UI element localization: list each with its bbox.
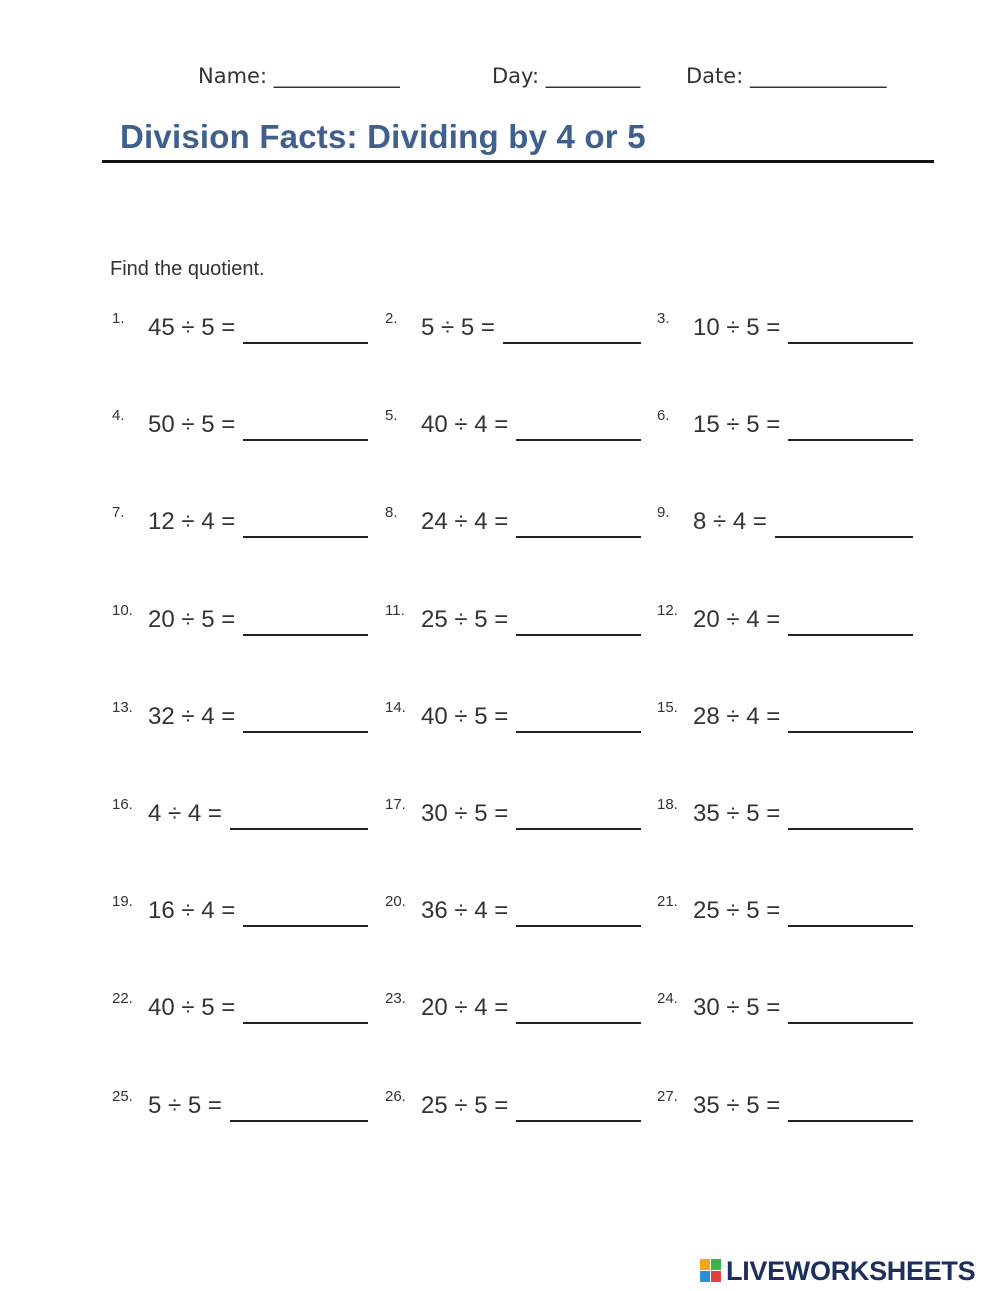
problem-expression: 40 ÷ 4 =: [421, 411, 509, 438]
problem-item: [385, 600, 641, 640]
problem-number: 19.: [112, 893, 133, 910]
problem-expression: 40 ÷ 5 =: [421, 703, 509, 730]
problem-number: 2.: [385, 310, 398, 327]
problem-number: 5.: [385, 407, 398, 424]
problem-item: [657, 891, 913, 931]
problem-expression: 35 ÷ 5 =: [693, 800, 781, 827]
problem-item: [657, 988, 913, 1028]
problem-expression: 25 ÷ 5 =: [421, 1092, 509, 1119]
problem-number: 18.: [657, 796, 678, 813]
problem-item: [112, 502, 368, 542]
problem-expression: 15 ÷ 5 =: [693, 411, 781, 438]
problem-expression: 32 ÷ 4 =: [148, 703, 236, 730]
answer-blank[interactable]: [516, 634, 641, 636]
problem-expression: 40 ÷ 5 =: [148, 994, 236, 1021]
problem-item: [112, 988, 368, 1028]
problem-item: [112, 891, 368, 931]
problem-item: [657, 405, 913, 445]
problem-expression: 45 ÷ 5 =: [148, 314, 236, 341]
liveworksheets-logo-icon: [700, 1259, 722, 1283]
answer-blank[interactable]: [788, 925, 913, 927]
problem-number: 16.: [112, 796, 133, 813]
answer-blank[interactable]: [230, 828, 368, 830]
problem-item: [657, 1086, 913, 1126]
logo-text: LIVEWORKSHEETS: [726, 1256, 976, 1286]
answer-blank[interactable]: [243, 731, 368, 733]
answer-blank[interactable]: [516, 731, 641, 733]
problem-number: 21.: [657, 893, 678, 910]
problem-number: 23.: [385, 990, 406, 1007]
problem-number: 17.: [385, 796, 406, 813]
answer-blank[interactable]: [243, 1022, 368, 1024]
problem-item: [112, 405, 368, 445]
worksheet-title: Division Facts: Dividing by 4 or 5: [120, 118, 646, 155]
answer-blank[interactable]: [516, 439, 641, 441]
problem-number: 7.: [112, 504, 125, 521]
problem-expression: 5 ÷ 5 =: [421, 314, 495, 341]
problem-item: [385, 697, 641, 737]
answer-blank[interactable]: [243, 342, 368, 344]
answer-blank[interactable]: [516, 1022, 641, 1024]
problem-number: 8.: [385, 504, 398, 521]
answer-blank[interactable]: [516, 1120, 641, 1122]
problem-expression: 36 ÷ 4 =: [421, 897, 509, 924]
date-field-label[interactable]: Date: _____________: [686, 64, 887, 88]
problem-number: 20.: [385, 893, 406, 910]
problem-expression: 50 ÷ 5 =: [148, 411, 236, 438]
problem-number: 12.: [657, 602, 678, 619]
problem-expression: 8 ÷ 4 =: [693, 508, 767, 535]
problem-expression: 16 ÷ 4 =: [148, 897, 236, 924]
problem-item: [385, 988, 641, 1028]
answer-blank[interactable]: [516, 828, 641, 830]
answer-blank[interactable]: [788, 439, 913, 441]
problem-item: [112, 794, 368, 834]
problem-expression: 25 ÷ 5 =: [421, 606, 509, 633]
name-field-label[interactable]: Name: ____________: [198, 64, 400, 88]
problem-expression: 35 ÷ 5 =: [693, 1092, 781, 1119]
answer-blank[interactable]: [788, 1120, 913, 1122]
problem-number: 11.: [385, 602, 405, 619]
problem-number: 27.: [657, 1088, 678, 1105]
answer-blank[interactable]: [788, 731, 913, 733]
problem-item: [657, 502, 913, 542]
problem-item: [385, 405, 641, 445]
problem-number: 6.: [657, 407, 670, 424]
liveworksheets-logo: [700, 1256, 995, 1286]
problem-number: 9.: [657, 504, 670, 521]
problem-number: 26.: [385, 1088, 406, 1105]
problem-item: [112, 600, 368, 640]
problem-number: 24.: [657, 990, 678, 1007]
problem-number: 10.: [112, 602, 133, 619]
problem-expression: 4 ÷ 4 =: [148, 800, 222, 827]
problem-expression: 10 ÷ 5 =: [693, 314, 781, 341]
day-field-label[interactable]: Day: _________: [492, 64, 641, 88]
problem-number: 22.: [112, 990, 133, 1007]
problem-item: [657, 697, 913, 737]
answer-blank[interactable]: [230, 1120, 368, 1122]
answer-blank[interactable]: [243, 439, 368, 441]
problem-item: [385, 502, 641, 542]
answer-blank[interactable]: [516, 925, 641, 927]
problem-expression: 25 ÷ 5 =: [693, 897, 781, 924]
problem-expression: 5 ÷ 5 =: [148, 1092, 222, 1119]
problem-item: [112, 1086, 368, 1126]
problem-number: 13.: [112, 699, 133, 716]
problem-item: [657, 308, 913, 348]
answer-blank[interactable]: [243, 634, 368, 636]
answer-blank[interactable]: [243, 536, 368, 538]
answer-blank[interactable]: [775, 536, 913, 538]
problem-item: [385, 308, 641, 348]
problem-expression: 24 ÷ 4 =: [421, 508, 509, 535]
problem-item: [385, 891, 641, 931]
problem-expression: 12 ÷ 4 =: [148, 508, 236, 535]
problem-number: 4.: [112, 407, 125, 424]
problem-expression: 30 ÷ 5 =: [421, 800, 509, 827]
answer-blank[interactable]: [503, 342, 641, 344]
problem-number: 15.: [657, 699, 678, 716]
problem-expression: 20 ÷ 5 =: [148, 606, 236, 633]
problem-number: 3.: [657, 310, 670, 327]
problem-expression: 28 ÷ 4 =: [693, 703, 781, 730]
problem-item: [385, 1086, 641, 1126]
problem-item: [112, 308, 368, 348]
problem-number: 14.: [385, 699, 406, 716]
answer-blank[interactable]: [788, 1022, 913, 1024]
problem-item: [657, 794, 913, 834]
answer-blank[interactable]: [516, 536, 641, 538]
instructions: Find the quotient.: [110, 258, 265, 280]
problem-number: 1.: [112, 310, 125, 327]
problem-item: [657, 600, 913, 640]
answer-blank[interactable]: [788, 342, 913, 344]
problem-expression: 20 ÷ 4 =: [421, 994, 509, 1021]
answer-blank[interactable]: [788, 634, 913, 636]
problem-item: [385, 794, 641, 834]
answer-blank[interactable]: [243, 925, 368, 927]
problem-expression: 20 ÷ 4 =: [693, 606, 781, 633]
problem-number: 25.: [112, 1088, 133, 1105]
problem-expression: 30 ÷ 5 =: [693, 994, 781, 1021]
answer-blank[interactable]: [788, 828, 913, 830]
problem-item: [112, 697, 368, 737]
